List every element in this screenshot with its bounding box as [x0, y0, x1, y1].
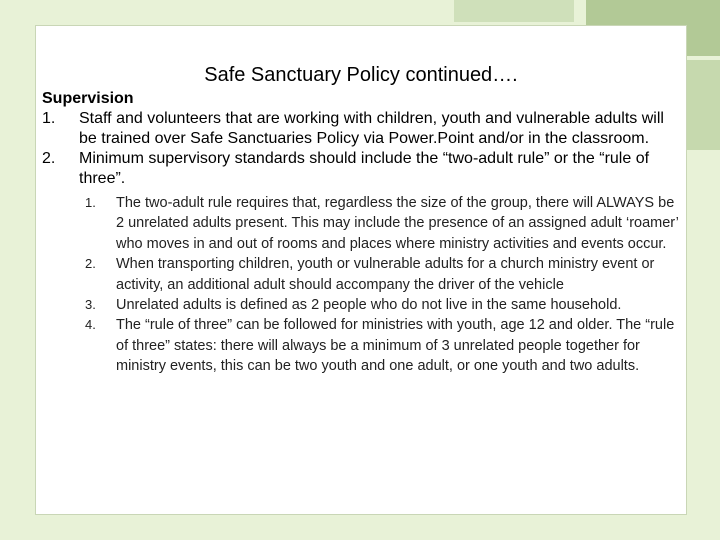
list-text: Staff and volunteers that are working with children, youth and vulnerable adults will be trained over Safe Sanctuaries Policy via Power.Point and/or in the classroom. [79, 110, 664, 147]
list-item [42, 109, 682, 149]
sub-list-text: When transporting children, youth or vulnerable adults for a church ministry event or activity, an additional adult should accompany the driver of the vehicle [116, 256, 655, 293]
sub-list-item [79, 295, 682, 315]
sub-list-item [79, 315, 682, 376]
sub-list-number: 1. [85, 195, 96, 210]
sub-list-item [79, 193, 682, 254]
slide-content [42, 89, 682, 377]
sub-list-text: The “rule of three” can be followed for ministries with youth, age 12 and older. The “rule of three” states: there will always be a minimum of 3 unrelated people together for ministry events, this can be two youth and one adult, or one youth and two adults. [116, 317, 675, 375]
sub-list [79, 193, 682, 377]
list-number: 1. [42, 110, 56, 127]
sub-list-number: 2. [85, 256, 96, 272]
sub-list-text: The two-adult rule requires that, regardless the size of the group, there will ALWAYS be 2 unrelated adults present. This may include the presence of an assigned adult ‘roamer’ who moves in and out of rooms and places where ministry activities and events occur. [116, 195, 679, 252]
list-text: Minimum supervisory standards should include the “two-adult rule” or the “rule of three”. [79, 150, 650, 187]
sub-list-text: Unrelated adults is defined as 2 people who do not live in the same household. [116, 297, 622, 314]
section-heading: Supervision [42, 90, 134, 107]
sub-list-item [79, 254, 682, 295]
slide-title: Safe Sanctuary Policy continued…. [204, 64, 518, 86]
list-item [42, 149, 682, 189]
list-number: 2. [42, 150, 56, 167]
sub-list-number: 4. [85, 317, 96, 333]
sub-list-number: 3. [85, 297, 96, 313]
slide [35, 25, 687, 515]
decorative-tile [686, 60, 720, 150]
decorative-tile [454, 0, 574, 22]
